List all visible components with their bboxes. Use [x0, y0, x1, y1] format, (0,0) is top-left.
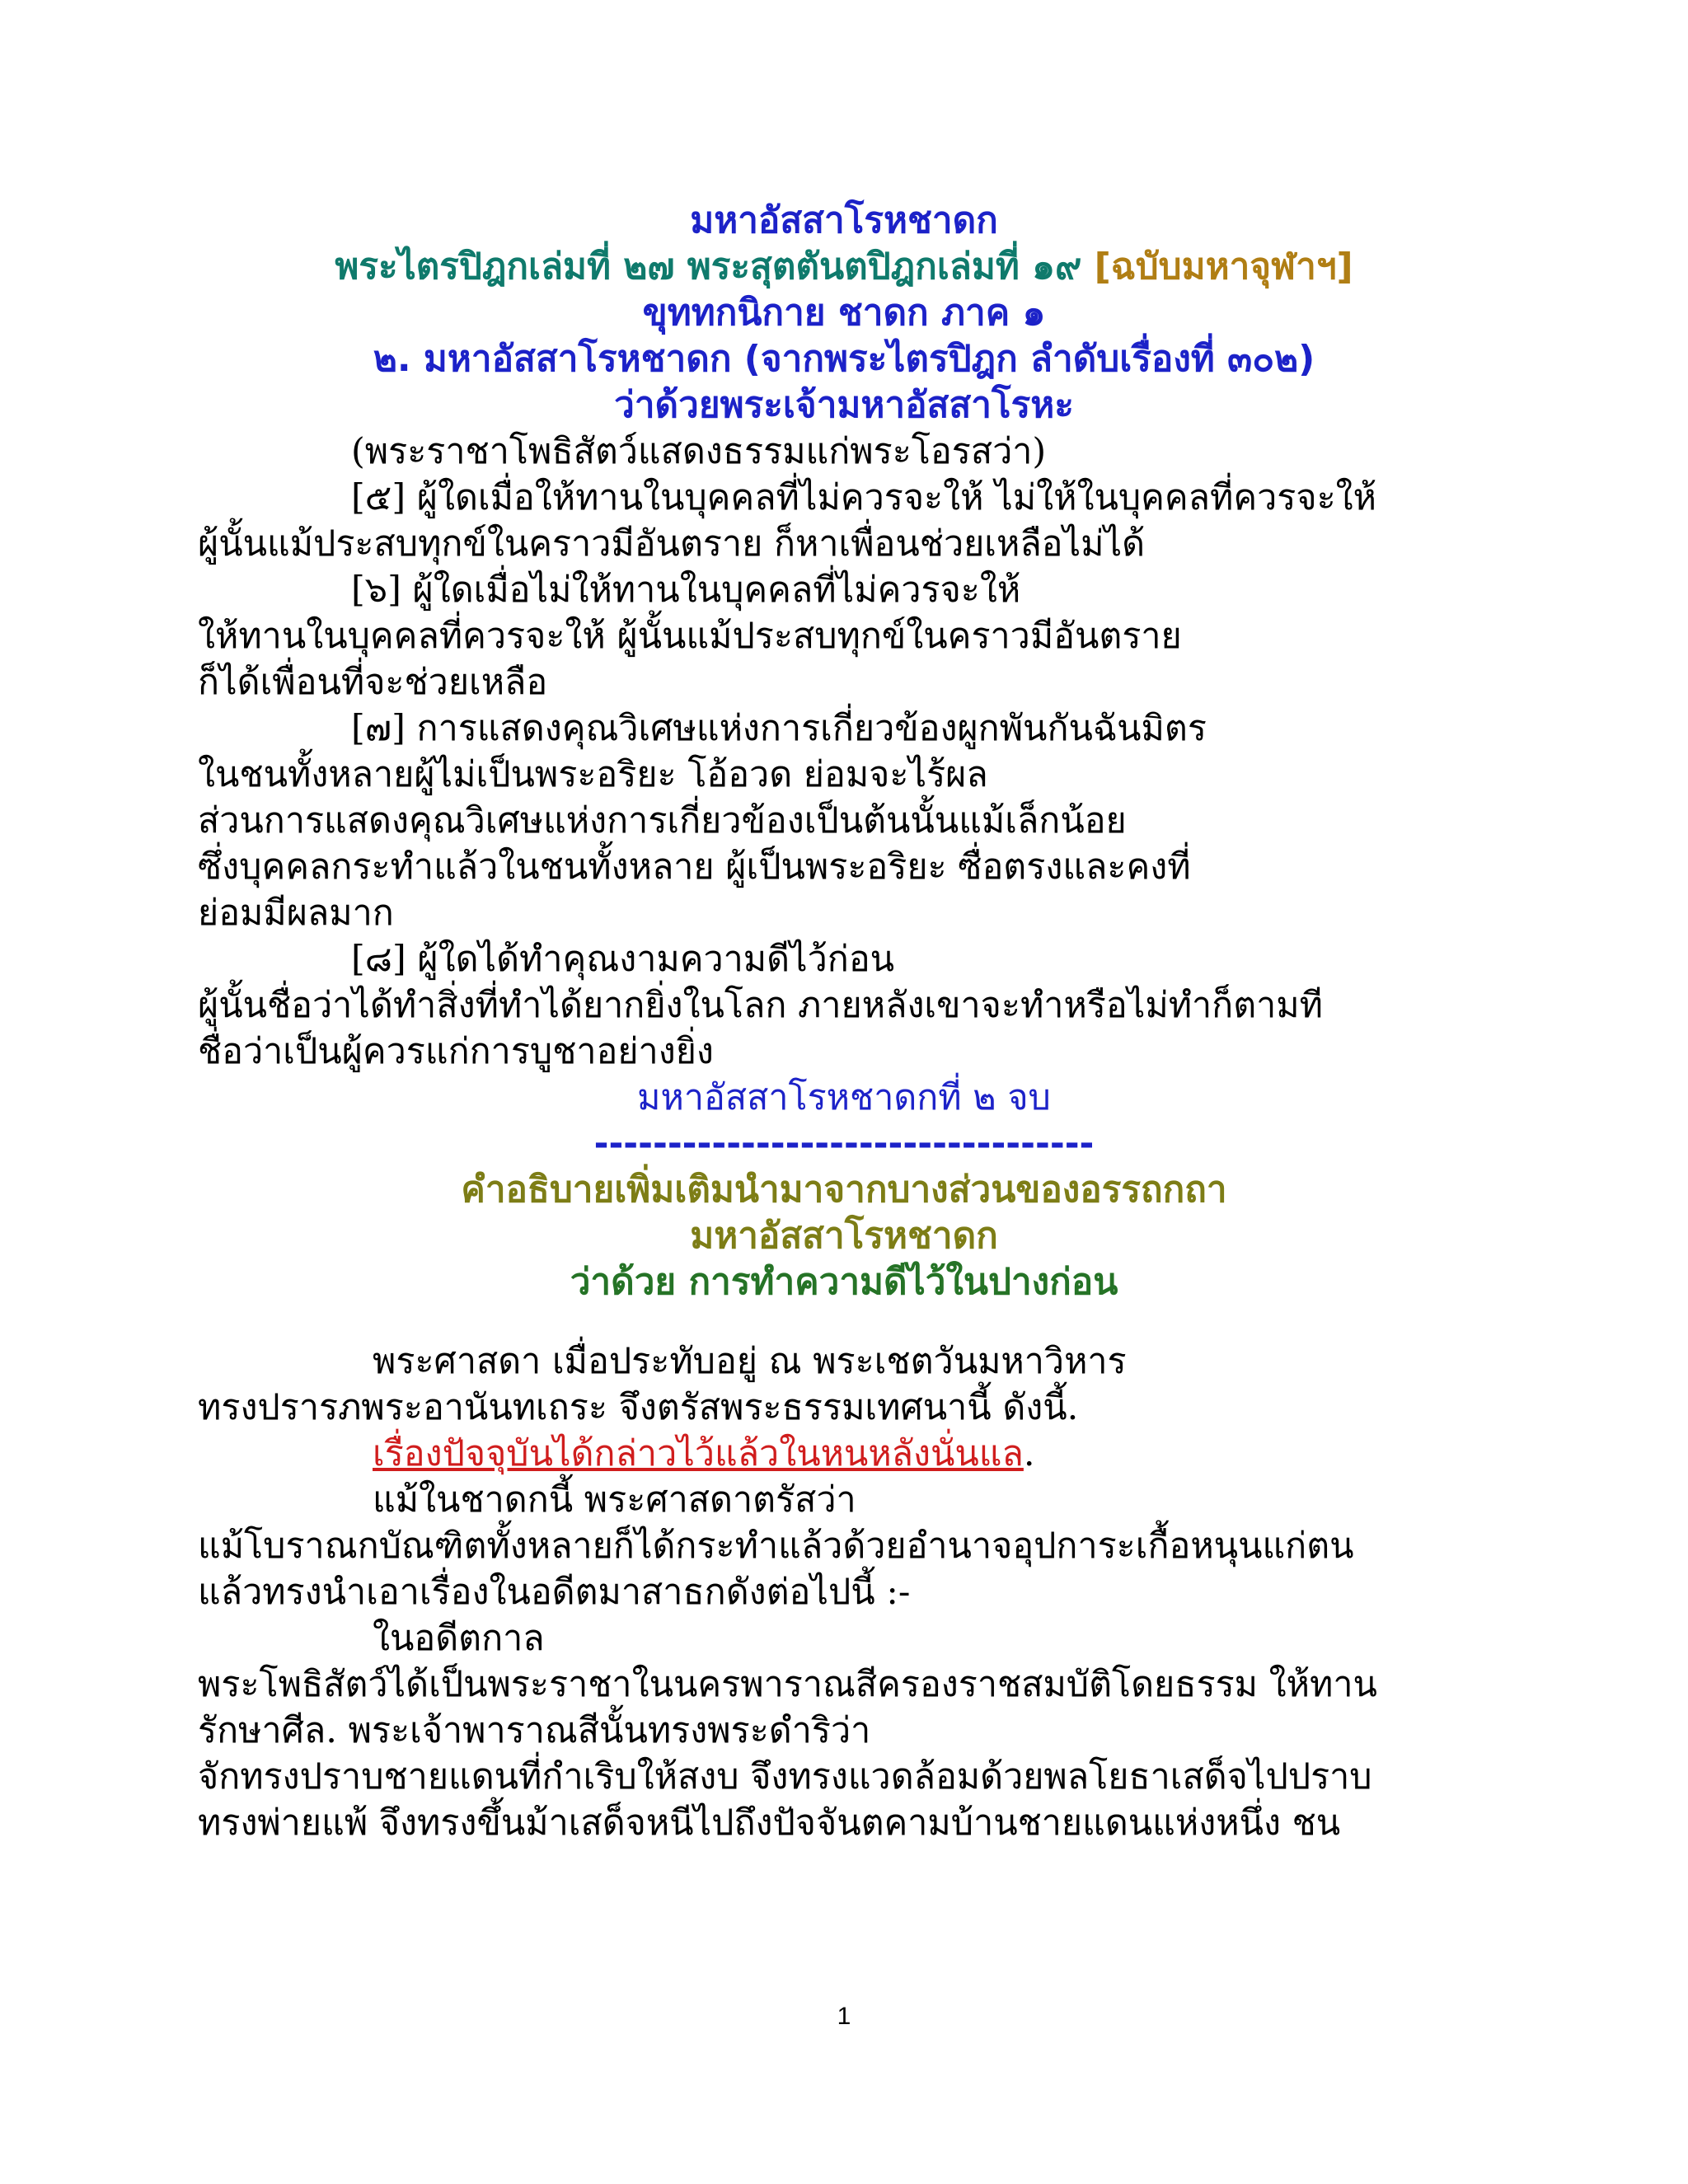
commentary-p1-line-2: ทรงปรารภพระอานันทเถระ จึงตรัสพระธรรมเทศนานี้ ดังนี้. [198, 1387, 1079, 1428]
verse-6-line-1: [๖] ผู้ใดเมื่อไม่ให้ทานในบุคคลที่ไม่ควรจะให้ [351, 569, 1021, 611]
end-note: มหาอัสสาโรหชาดกที่ ๒ จบ [637, 1077, 1051, 1118]
page-number: 1 [837, 2003, 851, 2030]
story-link[interactable]: เรื่องปัจจุบันได้กล่าวไว้แล้วในหนหลังนั่นแล [373, 1433, 1024, 1474]
verse-7-line-5: ย่อมมีผลมาก [198, 893, 394, 934]
verse-6-line-3: ก็ได้เพื่อนที่จะช่วยเหลือ [198, 662, 548, 703]
commentary-p3-line-4: จักทรงปราบชายแดนที่กำเริบให้สงบ จึงทรงแวดล้อมด้วยพลโยธาเสด็จไปปราบ [198, 1756, 1372, 1797]
commentary-p3-line-1: ในอดีตกาล [373, 1618, 545, 1659]
divider: ---------------------------------- [593, 1123, 1095, 1165]
collection-heading: ขุททกนิกาย ชาดก ภาค ๑ [642, 292, 1046, 334]
chapter-heading: ๒. มหาอัสสาโรหชาดก (จากพระไตรปิฎก ลำดับเรื่องที่ ๓๐๒) [373, 338, 1315, 380]
verse-8-line-3: ชื่อว่าเป็นผู้ควรแก่การบูชาอย่างยิ่ง [198, 1031, 714, 1072]
commentary-p2-line-3: แล้วทรงนำเอาเรื่องในอดีตมาสาธกดังต่อไปนี้ :- [198, 1572, 911, 1613]
commentary-heading-2: มหาอัสสาโรหชาดก [690, 1215, 998, 1257]
commentary-p3-line-5: ทรงพ่ายแพ้ จึงทรงขึ้นม้าเสด็จหนีไปถึงปัจจันตคามบ้านชายแดนแห่งหนึ่ง ชน [198, 1802, 1341, 1844]
verse-intro: (พระราชาโพธิสัตว์แสดงธรรมแก่พระโอรสว่า) [351, 431, 1047, 472]
verse-6-line-2: ให้ทานในบุคคลที่ควรจะให้ ผู้นั้นแม้ประสบทุกข์ในคราวมีอันตราย [198, 616, 1182, 657]
verse-5-line-1: [๕] ผู้ใดเมื่อให้ทานในบุคคลที่ไม่ควรจะให้ ไม่ให้ในบุคคลที่ควรจะให้ [351, 477, 1377, 518]
commentary-p3-line-2: พระโพธิสัตว์ได้เป็นพระราชาในนครพาราณสีครองราชสมบัติโดยธรรม ให้ทาน [198, 1664, 1377, 1705]
verse-7-line-2: ในชนทั้งหลายผู้ไม่เป็นพระอริยะ โอ้อวด ย่อมจะไร้ผล [198, 754, 988, 795]
commentary-p2-line-2: แม้โบราณกบัณฑิตทั้งหลายก็ได้กระทำแล้วด้วยอำนาจอุปการะเกื้อหนุนแก่ตน [198, 1526, 1354, 1567]
commentary-p1-line-1: พระศาสดา เมื่อประทับอยู่ ณ พระเชตวันมหาวิหาร [373, 1341, 1127, 1382]
source-main: พระไตรปิฎกเล่มที่ ๒๗ พระสุตตันตปิฎกเล่มที่ ๑๙ [335, 246, 1095, 288]
subtitle-heading: ว่าด้วยพระเจ้ามหาอัสสาโรหะ [614, 384, 1074, 426]
verse-7-line-1: [๗] การแสดงคุณวิเศษแห่งการเกี่ยวข้องผูกพันกันฉันมิตร [351, 708, 1207, 749]
commentary-heading-3: ว่าด้วย การทำความดีไว้ในปางก่อน [570, 1261, 1118, 1303]
verse-5-line-2: ผู้นั้นแม้ประสบทุกข์ในคราวมีอันตราย ก็หาเพื่อนช่วยเหลือไม่ได้ [198, 523, 1146, 565]
commentary-p3-line-3: รักษาศีล. พระเจ้าพาราณสีนั้นทรงพระดำริว่า [198, 1710, 871, 1751]
source-reference [198, 244, 1490, 290]
verse-7-line-4: ซึ่งบุคคลกระทำแล้วในชนทั้งหลาย ผู้เป็นพระอริยะ ซื่อตรงและคงที่ [198, 846, 1191, 888]
verse-8-line-1: [๘] ผู้ใดได้ทำคุณงามความดีไว้ก่อน [351, 939, 895, 980]
source-edition: [ฉบับมหาจุฬาฯ] [1094, 246, 1353, 288]
commentary-p2-line-1: แม้ในชาดกนี้ พระศาสดาตรัสว่า [373, 1479, 856, 1521]
verse-8-line-2: ผู้นั้นชื่อว่าได้ทำสิ่งที่ทำได้ยากยิ่งในโลก ภายหลังเขาจะทำหรือไม่ทำก็ตามที [198, 985, 1323, 1026]
verse-7-line-3: ส่วนการแสดงคุณวิเศษแห่งการเกี่ยวข้องเป็นต้นนั้นแม้เล็กน้อย [198, 800, 1127, 841]
commentary-link-line [373, 1431, 1688, 1477]
document-title: มหาอัสสาโรหชาดก [690, 199, 998, 241]
link-period: . [1023, 1433, 1035, 1474]
commentary-heading-1: คำอธิบายเพิ่มเติมนำมาจากบางส่วนของอรรถกถา [461, 1169, 1227, 1211]
